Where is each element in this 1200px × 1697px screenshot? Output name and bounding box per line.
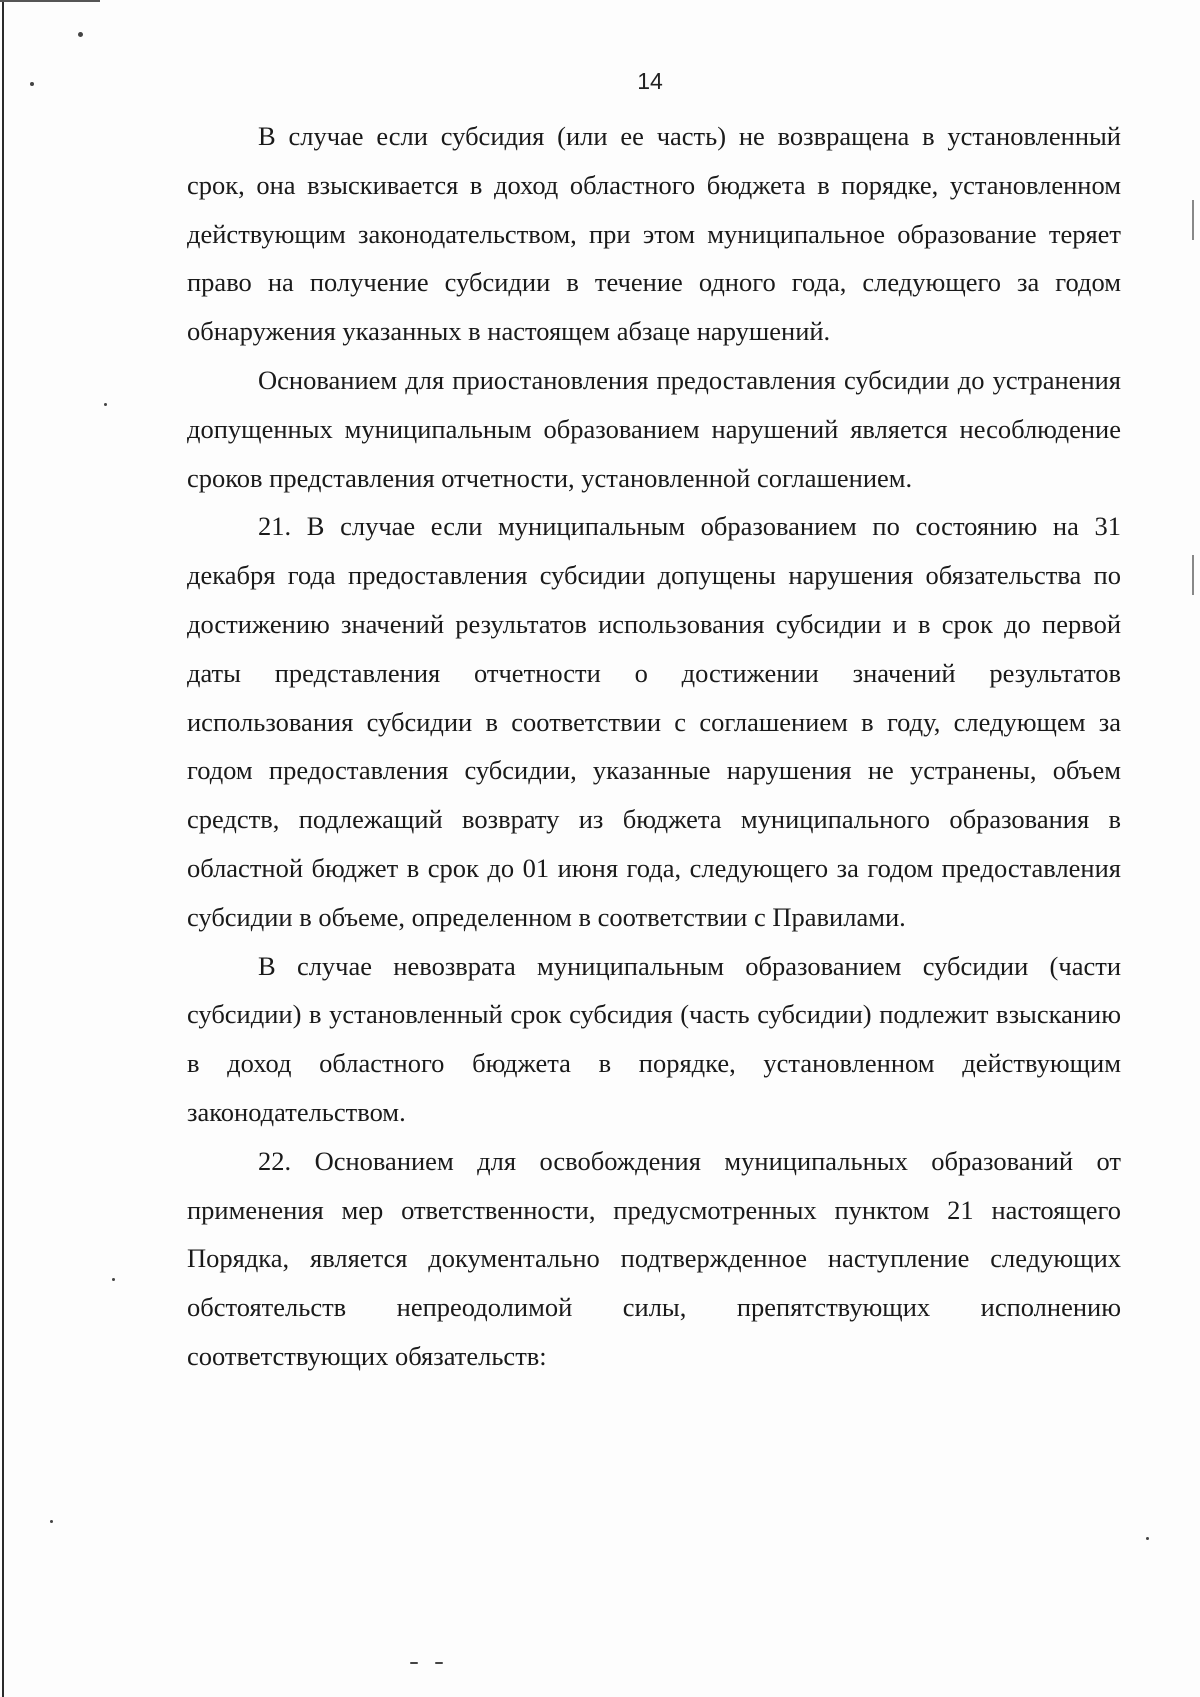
scan-speck — [1146, 1537, 1149, 1540]
scan-speck — [50, 1520, 53, 1523]
scan-right-mark — [1192, 555, 1194, 595]
scan-speck — [112, 1278, 115, 1281]
scan-left-border — [2, 0, 4, 1697]
paragraph-clause-22: 22. Основанием для освобождения муниципальных образований от применения мер ответственности, предусмотренных пунктом 21 настоящего Порядка, является документально подтвержденное наступление следующих обстоятельств непреодолимой силы, препятствующих исполнению соответствующих обязательств: — [187, 1145, 1121, 1371]
paragraph-clause-21: 21. В случае если муниципальным образованием по состоянию на 31 декабря года предоставления субсидии допущены нарушения обязательства по достижению значений результатов использования субсидии и в срок до первой даты представления отчетности о достижении значений результатов использования субсидии в соответствии с соглашением в году, следующем за годом предоставления субсидии, указанные нарушения не устранены, объем средств, подлежащий возврату из бюджета муниципального образования в областной бюджет в срок до 01 июня года, следующего за годом предоставления субсидии в объеме, определенном в соответствии с Правилами. — [187, 511, 1121, 932]
scan-speck — [104, 403, 107, 406]
document-body — [187, 112, 1121, 1381]
scan-top-border — [0, 0, 100, 2]
paragraph-suspension-grounds: Основанием для приостановления предоставления субсидии до устранения допущенных муниципальным образованием нарушений является несоблюдение сроков представления отчетности, установленной соглашением. — [187, 364, 1121, 493]
scan-speck — [410, 1662, 418, 1664]
paragraph-refund-penalty: В случае если субсидия (или ее часть) не возвращена в установленный срок, она взыскивается в доход областного бюджета в порядке, установленном действующим законодательством, при этом муниципальное образование теряет право на получение субсидии в течение одного года, следующего за годом обнаружения указанных в настоящем абзаце нарушений. — [187, 121, 1121, 347]
page-number: 14 — [637, 68, 663, 94]
scan-speck — [78, 32, 83, 37]
scan-right-mark — [1192, 200, 1194, 240]
scan-speck — [435, 1662, 443, 1664]
paragraph-non-return: В случае невозврата муниципальным образованием субсидии (части субсидии) в установленный срок субсидия (часть субсидии) подлежит взысканию в доход областного бюджета в порядке, установленном действующим законодательством. — [187, 950, 1121, 1127]
